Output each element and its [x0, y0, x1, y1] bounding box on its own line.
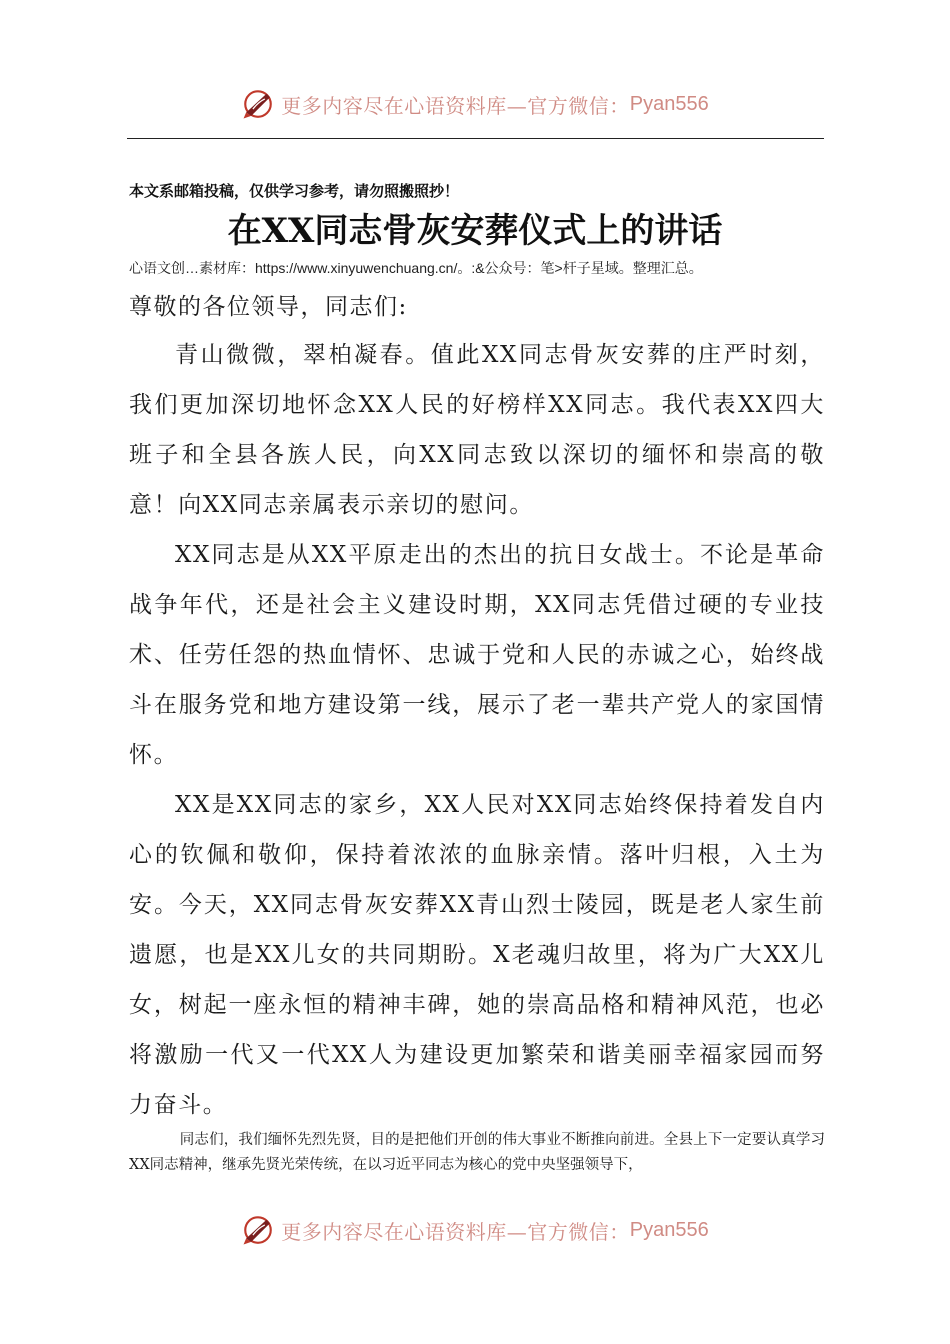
source-line: 心语文创…素材库：https://www.xinyuwenchuang.cn/。:&公众号：笔>杆子星域。整理汇总。	[129, 260, 703, 276]
speech-body	[129, 330, 825, 1130]
body-paragraph-2: XX同志是从XX平原走出的杰出的抗日女战士。不论是革命战争年代，还是社会主义建设时期，XX同志凭借过硬的专业技术、任劳任怨的热血情怀、忠诚于党和人民的赤诚之心，始终战斗在服务党和地方建设第一线，展示了老一辈共产党人的家国情怀。	[129, 542, 825, 768]
closing-section	[129, 1128, 825, 1178]
pen-logo-icon	[241, 1213, 275, 1247]
document-title: 在XX同志骨灰安葬仪式上的讲话	[227, 211, 723, 251]
header-wechat-id: Pyan556	[629, 92, 709, 115]
header-divider	[127, 138, 824, 139]
header-banner	[0, 82, 950, 126]
pen-logo-icon	[241, 87, 275, 121]
header-banner-text: 更多内容尽在心语资料库—官方微信：	[281, 93, 630, 118]
footer-wechat-id: Pyan556	[629, 1218, 709, 1241]
closing-paragraph: 同志们，我们缅怀先烈先贤，目的是把他们开创的伟大事业不断推向前进。全县上下一定要认真学习XX同志精神，继承先贤光荣传统，在以习近平同志为核心的党中央坚强领导下，	[129, 1132, 825, 1173]
body-paragraph-3: XX是XX同志的家乡，XX人民对XX同志始终保持着发自内心的钦佩和敬仰，保持着浓浓的血脉亲情。落叶归根，入土为安。今天，XX同志骨灰安葬XX青山烈士陵园，既是老人家生前遗愿，也是XX儿女的共同期盼。X老魂归故里，将为广大XX儿女，树起一座永恒的精神丰碑，她的崇高品格和精神风范，也必将激励一代又一代XX人为建设更加繁荣和谐美丽幸福家园而努力奋斗。	[129, 792, 825, 1118]
footer-banner-text: 更多内容尽在心语资料库—官方微信：	[281, 1219, 630, 1244]
footer-banner	[0, 1208, 950, 1252]
salutation: 尊敬的各位领导，同志们:	[129, 294, 408, 320]
body-paragraph-1: 青山微微，翠柏凝春。值此XX同志骨灰安葬的庄严时刻，我们更加深切地怀念XX人民的好榜样XX同志。我代表XX四大班子和全县各族人民，向XX同志致以深切的缅怀和崇高的敬意！向XX同志亲属表示亲切的慰问。	[129, 342, 825, 518]
submission-notice: 本文系邮箱投稿，仅供学习参考，请勿照搬照抄！	[129, 182, 460, 200]
